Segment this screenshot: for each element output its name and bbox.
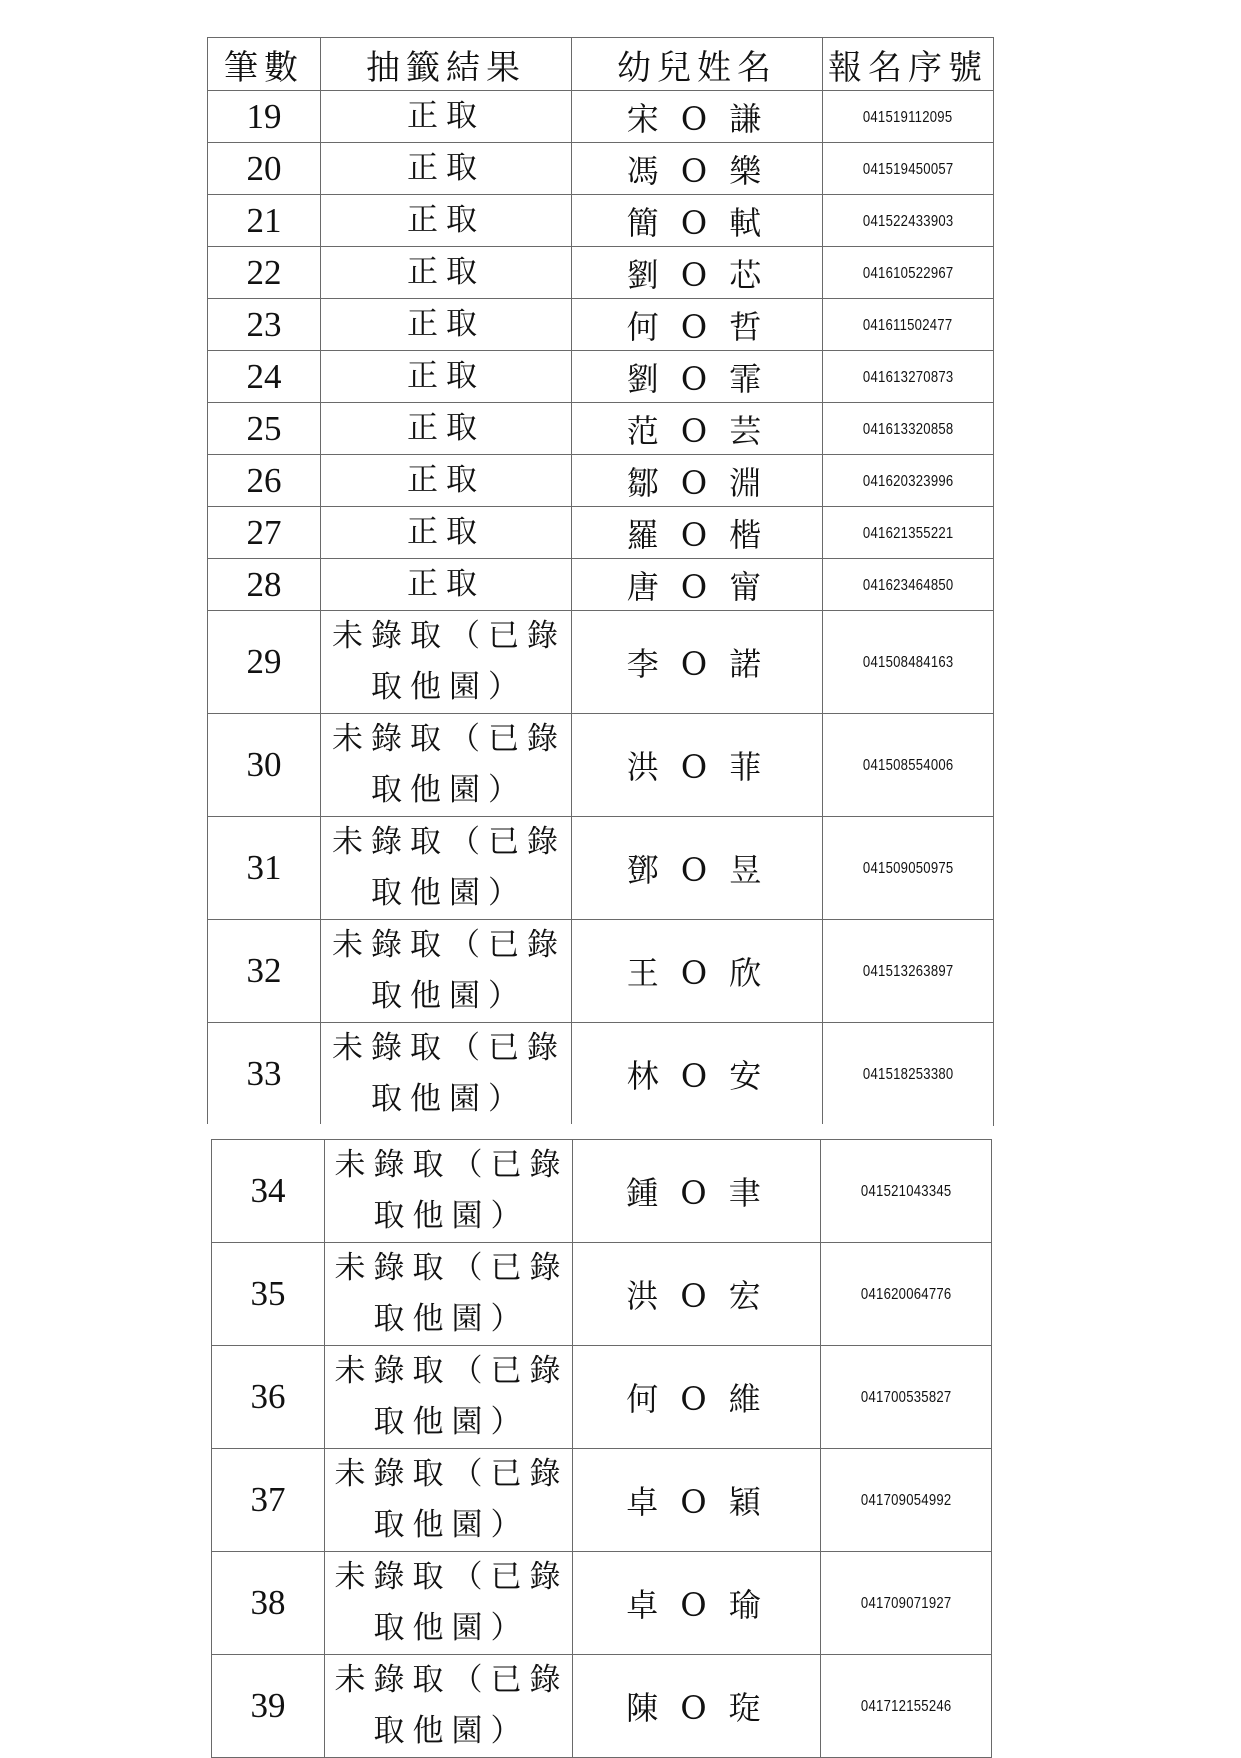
row-count: 19 xyxy=(208,91,321,143)
table-row xyxy=(208,299,994,351)
table-row xyxy=(208,611,994,714)
registration-number xyxy=(823,455,994,507)
page-break-gap xyxy=(207,1124,993,1139)
lottery-result: 未錄取（已錄取他園） xyxy=(325,1346,573,1449)
table-row xyxy=(208,1023,994,1126)
registration-number xyxy=(823,559,994,611)
lottery-result: 未錄取（已錄取他園） xyxy=(321,714,572,817)
row-count: 36 xyxy=(212,1346,325,1449)
registration-number xyxy=(823,507,994,559)
table-row xyxy=(212,1243,992,1346)
child-name: 鄒 O 淵 xyxy=(572,455,823,507)
registration-number-text: 041610522967 xyxy=(862,264,954,282)
registration-number-text: 041712155246 xyxy=(860,1698,952,1715)
registration-number-text: 041611502477 xyxy=(863,316,953,334)
lottery-result: 正取 xyxy=(321,91,572,143)
child-name: 陳 O 琁 xyxy=(573,1655,821,1758)
child-name: 宋 O 謙 xyxy=(572,91,823,143)
child-name: 簡 O 軾 xyxy=(572,195,823,247)
row-count: 35 xyxy=(212,1243,325,1346)
row-count: 32 xyxy=(208,920,321,1023)
registration-number-text: 041613270873 xyxy=(862,368,954,386)
row-count: 33 xyxy=(208,1023,321,1126)
row-count: 24 xyxy=(208,351,321,403)
table-row xyxy=(208,507,994,559)
child-name: 洪 O 宏 xyxy=(573,1243,821,1346)
row-count: 34 xyxy=(212,1140,325,1243)
child-name: 李 O 諾 xyxy=(572,611,823,714)
registration-number xyxy=(821,1243,992,1346)
lottery-result: 正取 xyxy=(321,351,572,403)
table-row xyxy=(208,817,994,920)
child-name: 唐 O 甯 xyxy=(572,559,823,611)
registration-number xyxy=(821,1140,992,1243)
registration-number xyxy=(821,1449,992,1552)
registration-number xyxy=(823,351,994,403)
lottery-result: 未錄取（已錄取他園） xyxy=(321,817,572,920)
header-child-name: 幼兒姓名 xyxy=(572,38,823,91)
registration-number-text: 041623464850 xyxy=(862,576,954,594)
child-name: 劉 O 芯 xyxy=(572,247,823,299)
registration-number-text: 041508484163 xyxy=(862,654,954,671)
registration-number xyxy=(823,91,994,143)
lottery-result: 正取 xyxy=(321,559,572,611)
table-row xyxy=(212,1552,992,1655)
registration-number-text: 041508554006 xyxy=(862,757,954,774)
row-count: 30 xyxy=(208,714,321,817)
lottery-result: 未錄取（已錄取他園） xyxy=(325,1552,573,1655)
child-name: 王 O 欣 xyxy=(572,920,823,1023)
registration-number xyxy=(823,1023,994,1126)
row-count: 23 xyxy=(208,299,321,351)
row-count: 31 xyxy=(208,817,321,920)
row-count: 22 xyxy=(208,247,321,299)
registration-number xyxy=(823,817,994,920)
registration-number-text: 041519450057 xyxy=(862,160,954,178)
lottery-result: 未錄取（已錄取他園） xyxy=(325,1449,573,1552)
table-row xyxy=(208,455,994,507)
table-row xyxy=(208,351,994,403)
registration-number xyxy=(823,299,994,351)
table-row xyxy=(208,195,994,247)
child-name: 何 O 哲 xyxy=(572,299,823,351)
table-row xyxy=(208,920,994,1023)
child-name: 鍾 O 聿 xyxy=(573,1140,821,1243)
child-name: 何 O 維 xyxy=(573,1346,821,1449)
admission-table-part2 xyxy=(211,1139,992,1758)
registration-number-text: 041621355221 xyxy=(862,524,954,542)
child-name: 范 O 芸 xyxy=(572,403,823,455)
registration-number-text: 041521043345 xyxy=(860,1183,952,1200)
header-lottery-result: 抽籤結果 xyxy=(321,38,572,91)
registration-number-text: 041700535827 xyxy=(860,1389,952,1406)
row-count: 39 xyxy=(212,1655,325,1758)
child-name: 馮 O 樂 xyxy=(572,143,823,195)
lottery-result: 正取 xyxy=(321,299,572,351)
row-count: 21 xyxy=(208,195,321,247)
registration-number xyxy=(823,403,994,455)
table-row xyxy=(212,1449,992,1552)
registration-number xyxy=(823,247,994,299)
child-name: 洪 O 菲 xyxy=(572,714,823,817)
registration-number-text: 041620323996 xyxy=(862,472,954,490)
registration-number-text: 041509050975 xyxy=(862,860,954,877)
table-row xyxy=(208,247,994,299)
lottery-result: 未錄取（已錄取他園） xyxy=(325,1243,573,1346)
lottery-result: 正取 xyxy=(321,455,572,507)
table-row xyxy=(208,559,994,611)
row-count: 25 xyxy=(208,403,321,455)
admission-table-part1 xyxy=(207,37,994,1126)
table-row xyxy=(208,143,994,195)
row-count: 27 xyxy=(208,507,321,559)
registration-number xyxy=(821,1655,992,1758)
registration-number xyxy=(823,920,994,1023)
row-count: 37 xyxy=(212,1449,325,1552)
table-row xyxy=(208,403,994,455)
lottery-result: 正取 xyxy=(321,247,572,299)
lottery-result: 正取 xyxy=(321,403,572,455)
row-count: 29 xyxy=(208,611,321,714)
table-row xyxy=(212,1140,992,1243)
child-name: 羅 O 楷 xyxy=(572,507,823,559)
child-name: 鄧 O 昱 xyxy=(572,817,823,920)
registration-number-text: 041519112095 xyxy=(863,108,953,126)
lottery-result: 正取 xyxy=(321,195,572,247)
registration-number xyxy=(823,195,994,247)
header-count: 筆數 xyxy=(208,38,321,91)
lottery-result: 正取 xyxy=(321,507,572,559)
row-count: 26 xyxy=(208,455,321,507)
table-row xyxy=(212,1655,992,1758)
registration-number xyxy=(821,1552,992,1655)
lottery-result: 未錄取（已錄取他園） xyxy=(321,920,572,1023)
registration-number-text: 041518253380 xyxy=(862,1066,954,1083)
registration-number-text: 041709054992 xyxy=(860,1492,952,1509)
header-registration-number: 報名序號 xyxy=(823,38,994,91)
lottery-result: 未錄取（已錄取他園） xyxy=(325,1140,573,1243)
child-name: 林 O 安 xyxy=(572,1023,823,1126)
child-name: 卓 O 瑜 xyxy=(573,1552,821,1655)
table-row xyxy=(208,714,994,817)
table-row xyxy=(212,1346,992,1449)
header-row xyxy=(208,38,994,91)
table-row xyxy=(208,91,994,143)
registration-number xyxy=(823,714,994,817)
registration-number-text: 041522433903 xyxy=(862,212,954,230)
registration-number-text: 041613320858 xyxy=(862,420,954,438)
registration-number-text: 041513263897 xyxy=(862,963,954,980)
row-count: 28 xyxy=(208,559,321,611)
row-count: 38 xyxy=(212,1552,325,1655)
lottery-result: 未錄取（已錄取他園） xyxy=(321,611,572,714)
lottery-result: 正取 xyxy=(321,143,572,195)
registration-number xyxy=(823,143,994,195)
registration-number xyxy=(823,611,994,714)
row-count: 20 xyxy=(208,143,321,195)
lottery-result: 未錄取（已錄取他園） xyxy=(325,1655,573,1758)
lottery-result: 未錄取（已錄取他園） xyxy=(321,1023,572,1126)
child-name: 劉 O 霏 xyxy=(572,351,823,403)
child-name: 卓 O 穎 xyxy=(573,1449,821,1552)
registration-number-text: 041620064776 xyxy=(860,1286,952,1303)
registration-number-text: 041709071927 xyxy=(860,1595,952,1612)
registration-number xyxy=(821,1346,992,1449)
